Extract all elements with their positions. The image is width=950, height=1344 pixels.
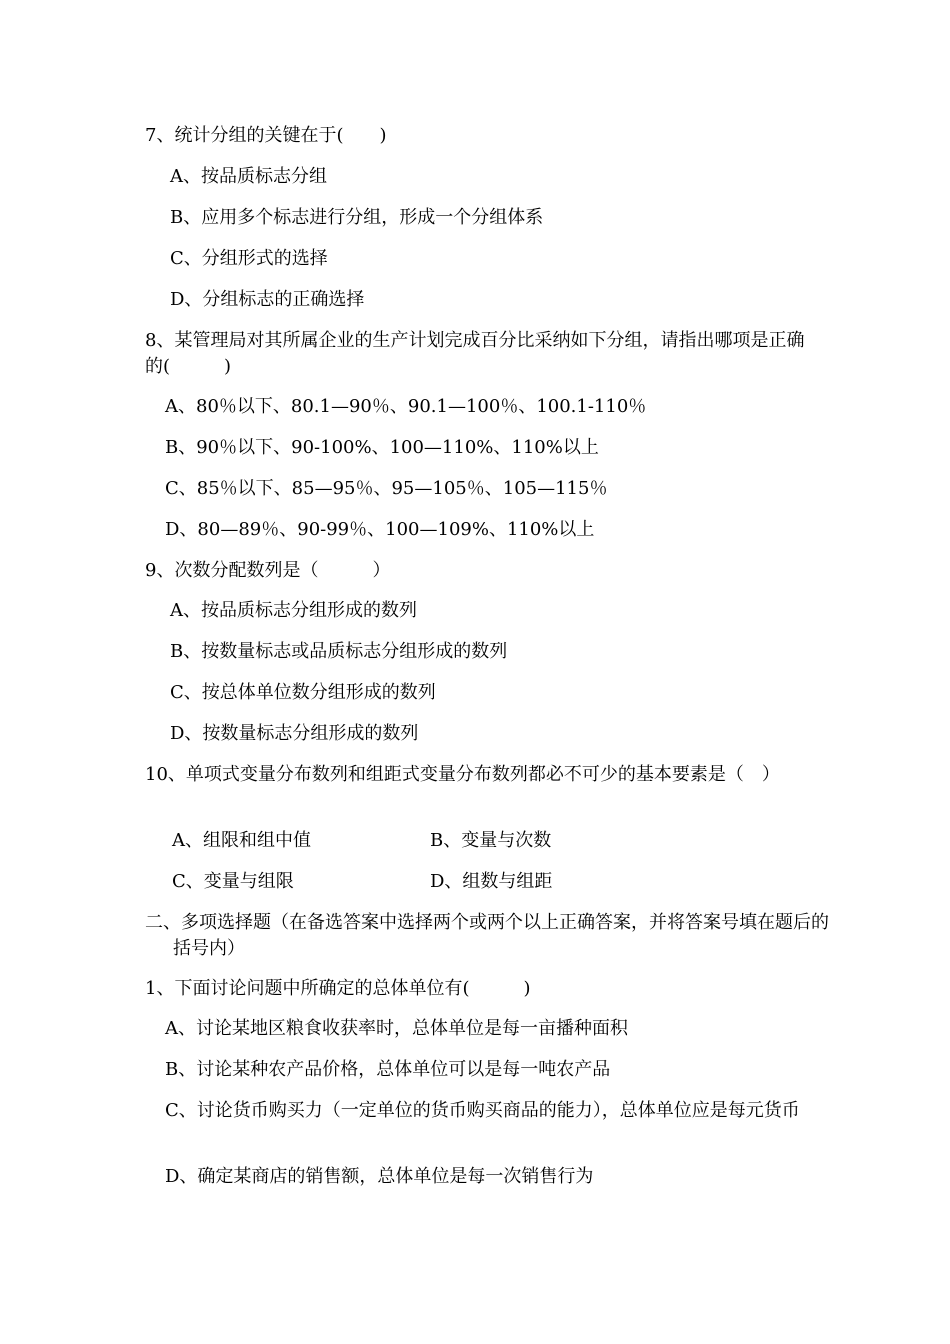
question-8-option-c: C、85％以下、85—95％、95—105％、105—115％ <box>165 478 608 499</box>
question-9-option-c: C、按总体单位数分组形成的数列 <box>170 682 436 703</box>
multi-question-1-option-c: C、讨论货币购买力（一定单位的货币购买商品的能力），总体单位应是每元货币 <box>165 1100 800 1121</box>
question-10-stem: 10、单项式变量分布数列和组距式变量分布数列都必不可少的基本要素是（ ） <box>145 764 780 785</box>
question-10-option-b: B、变量与次数 <box>430 830 552 851</box>
question-9-option-b: B、按数量标志或品质标志分组形成的数列 <box>170 641 508 662</box>
question-9-stem: 9、次数分配数列是（ ） <box>145 560 391 581</box>
question-7-option-b: B、应用多个标志进行分组，形成一个分组体系 <box>170 207 544 228</box>
question-10-option-d: D、组数与组距 <box>430 871 553 892</box>
multi-question-1-option-b: B、讨论某种农产品价格，总体单位可以是每一吨农产品 <box>165 1059 611 1080</box>
question-7-option-c: C、分组形式的选择 <box>170 248 328 269</box>
multi-question-1-option-d: D、确定某商店的销售额，总体单位是每一次销售行为 <box>165 1166 594 1187</box>
question-8-stem: 8、某管理局对其所属企业的生产计划完成百分比采纳如下分组，请指出哪项是正确的( ) <box>145 330 805 377</box>
question-8-option-d: D、80—89％、90-99％、100—109%、110%以上 <box>165 519 595 540</box>
question-9-option-a: A、按品质标志分组形成的数列 <box>170 600 417 621</box>
question-10-option-a: A、组限和组中值 <box>172 830 311 851</box>
section-2-heading: 二、多项选择题（在备选答案中选择两个或两个以上正确答案，并将答案号填在题后的括号内） <box>145 912 829 959</box>
multi-question-1-option-a: A、讨论某地区粮食收获率时，总体单位是每一亩播种面积 <box>165 1018 628 1039</box>
question-7-option-d: D、分组标志的正确选择 <box>170 289 365 310</box>
question-7-stem: 7、统计分组的关键在于( ) <box>145 125 387 146</box>
question-7-option-a: A、按品质标志分组 <box>170 166 327 187</box>
multi-question-1-stem: 1、下面讨论问题中所确定的总体单位有( ) <box>145 978 531 999</box>
question-10-option-c: C、变量与组限 <box>172 871 294 892</box>
question-9-option-d: D、按数量标志分组形成的数列 <box>170 723 419 744</box>
question-8-option-b: B、90％以下、90-100%、100—110%、110%以上 <box>165 437 599 458</box>
question-8-option-a: A、80％以下、80.1—90％、90.1—100％、100.1-110％ <box>165 396 647 417</box>
